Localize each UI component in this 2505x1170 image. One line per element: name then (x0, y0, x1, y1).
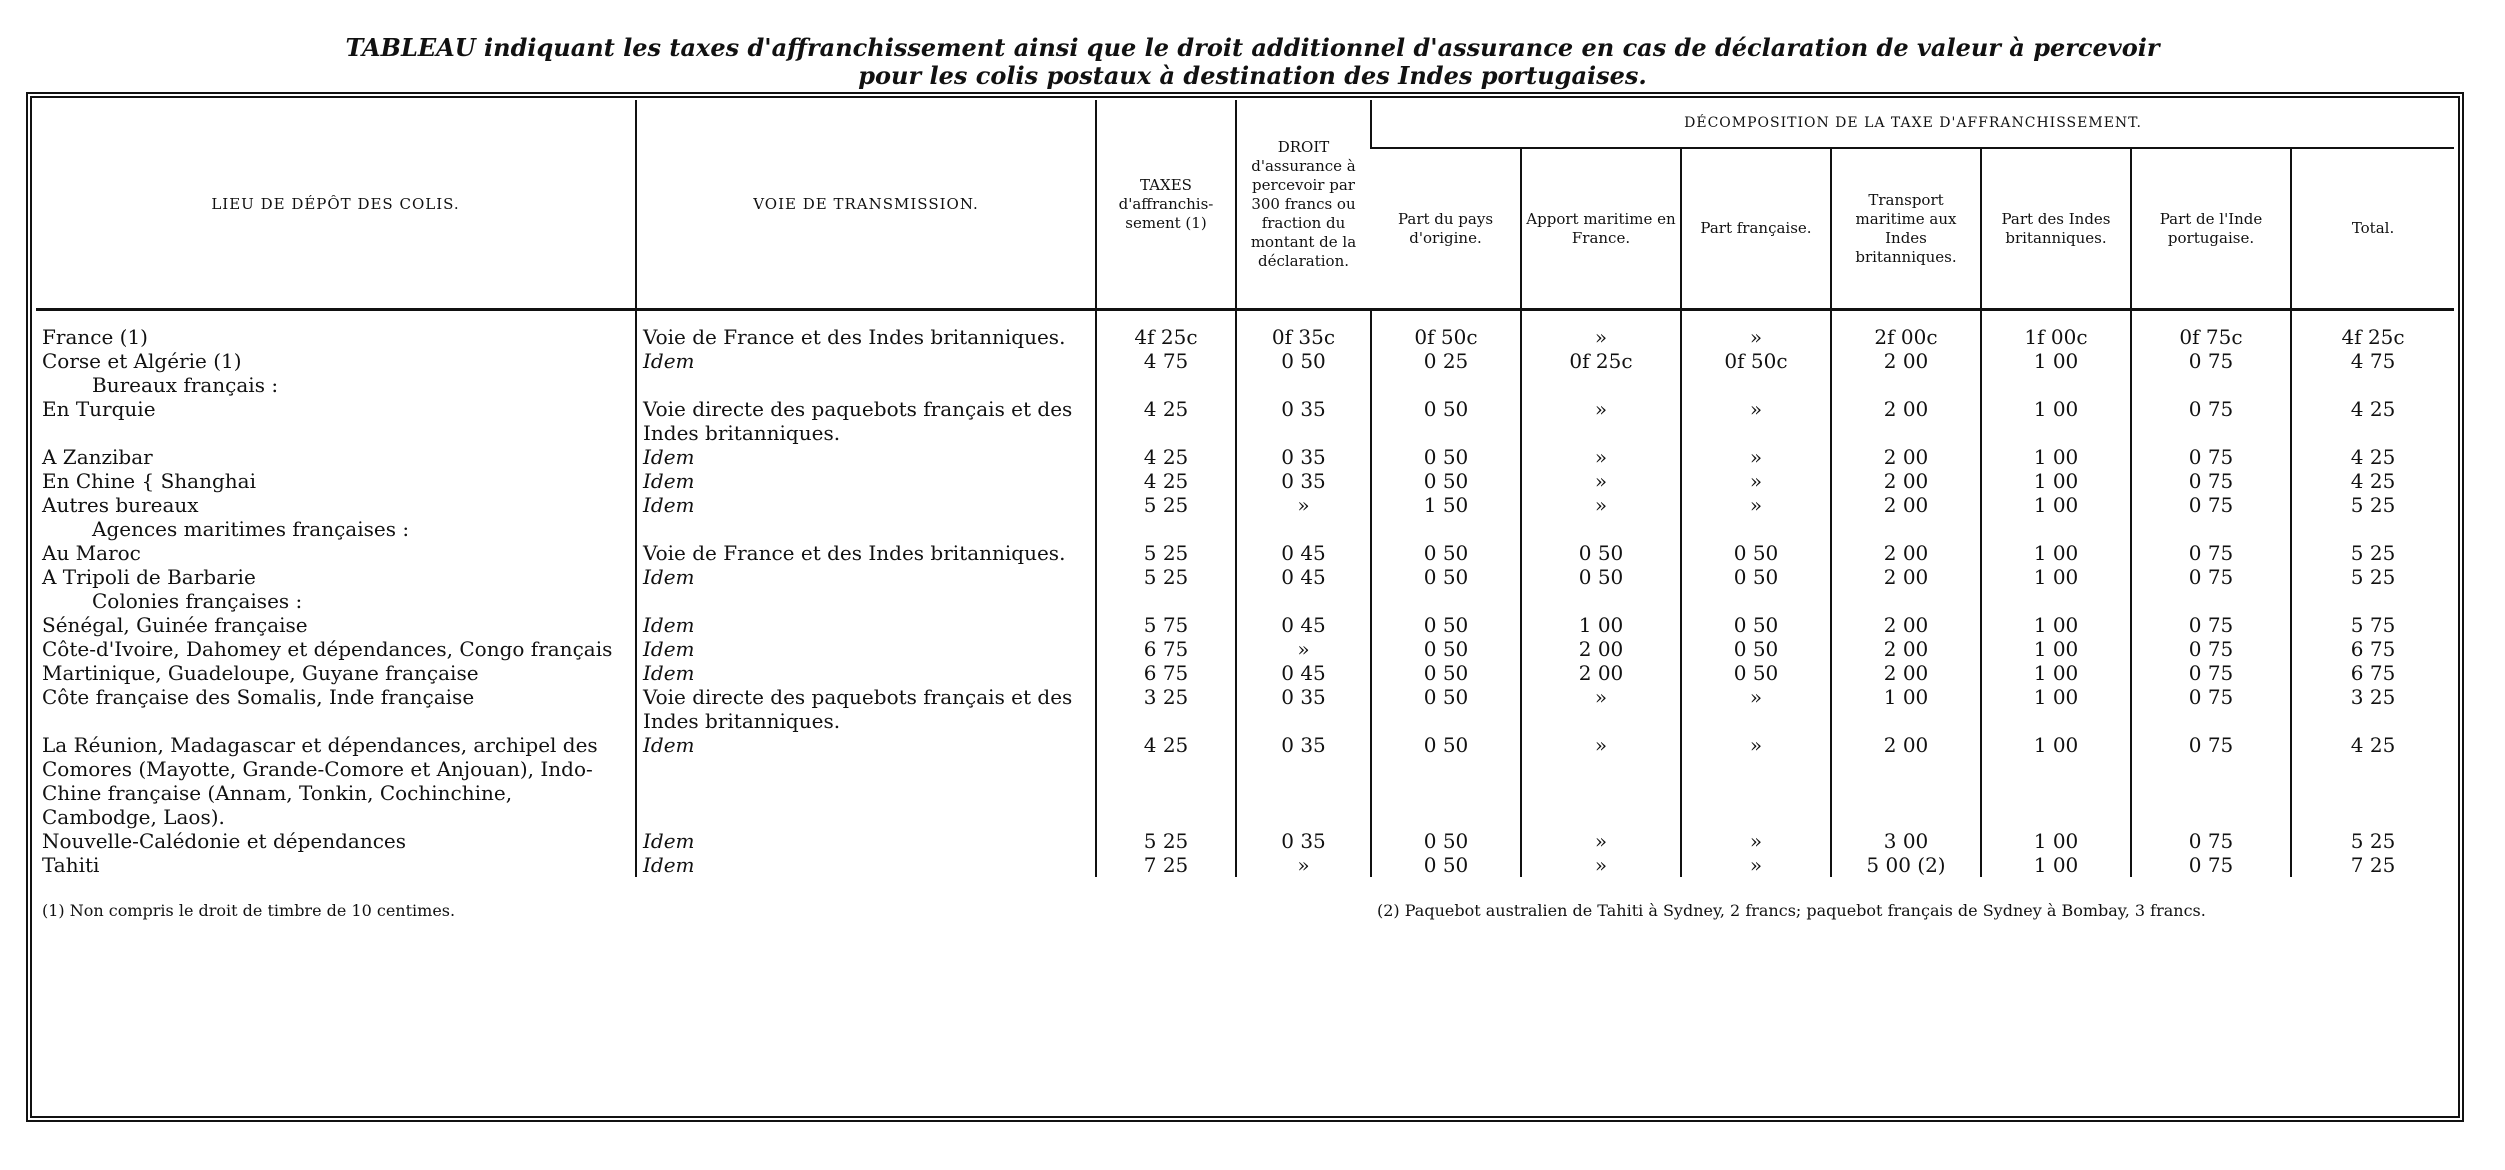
cell-voie: Idem (636, 565, 1096, 589)
cell-taxes: 6 75 (1096, 637, 1236, 661)
cell-pays: 0 50 (1371, 853, 1521, 877)
cell-taxes: 5 25 (1096, 565, 1236, 589)
cell-lieu: France (1) (42, 325, 148, 349)
cell-voie: Idem (636, 733, 1096, 829)
cell-total: 4 25 (2291, 469, 2454, 493)
cell-indes: 1f 00c (1981, 310, 2131, 350)
group-heading: Agences maritimes françaises : (92, 517, 410, 541)
cell-lieu: En Turquie (42, 397, 156, 421)
table-row (36, 613, 2454, 637)
cell-lieu: En Chine { Shanghai (42, 469, 256, 493)
cell-fr: 0 50 (1681, 637, 1831, 661)
tariff-table (36, 100, 2454, 923)
cell-total: 3 25 (2291, 685, 2454, 733)
cell-taxes: 6 75 (1096, 661, 1236, 685)
cell-total: 5 25 (2291, 565, 2454, 589)
cell-fr: » (1681, 469, 1831, 493)
cell-fr: » (1681, 733, 1831, 829)
cell-port: 0 75 (2131, 661, 2291, 685)
empty-cell (1681, 373, 1831, 397)
empty-cell (1236, 373, 1371, 397)
table-row (36, 469, 2454, 493)
header-part-francaise: Part française. (1681, 148, 1831, 309)
empty-cell (2291, 373, 2454, 397)
cell-total: 7 25 (2291, 853, 2454, 877)
cell-droit: 0 45 (1236, 565, 1371, 589)
cell-total: 4 25 (2291, 397, 2454, 445)
table-row (36, 637, 2454, 661)
cell-indes: 1 00 (1981, 685, 2131, 733)
table-row (36, 445, 2454, 469)
group-heading: Bureaux français : (92, 373, 279, 397)
cell-fr: » (1681, 685, 1831, 733)
cell-apport: 1 00 (1521, 613, 1681, 637)
cell-indes: 1 00 (1981, 397, 2131, 445)
cell-transport: 5 00 (2) (1831, 853, 1981, 877)
cell-apport: 0f 25c (1521, 349, 1681, 373)
cell-fr: » (1681, 445, 1831, 469)
cell-total: 5 25 (2291, 829, 2454, 853)
cell-port: 0 75 (2131, 733, 2291, 829)
header-total: Total. (2291, 148, 2454, 309)
cell-pays: 1 50 (1371, 493, 1521, 517)
header-voie: VOIE DE TRANSMISSION. (636, 100, 1096, 310)
empty-cell (1521, 373, 1681, 397)
cell-apport: » (1521, 469, 1681, 493)
cell-transport: 2 00 (1831, 661, 1981, 685)
cell-taxes: 4 25 (1096, 397, 1236, 445)
cell-port: 0 75 (2131, 853, 2291, 877)
table-body (36, 310, 2454, 878)
table-row (36, 661, 2454, 685)
header-decomposition: DÉCOMPOSITION DE LA TAXE D'AFFRANCHISSEMENT. (1371, 100, 2454, 148)
title-line-2: pour les colis postaux à destination des Indes portugaises. (858, 61, 1647, 90)
cell-pays: 0 25 (1371, 349, 1521, 373)
cell-transport: 2 00 (1831, 565, 1981, 589)
empty-cell (2291, 517, 2454, 541)
cell-indes: 1 00 (1981, 853, 2131, 877)
empty-cell (1981, 373, 2131, 397)
cell-transport: 3 00 (1831, 829, 1981, 853)
cell-pays: 0 50 (1371, 397, 1521, 445)
page-title (0, 34, 2505, 90)
cell-pays: 0 50 (1371, 565, 1521, 589)
cell-apport: 0 50 (1521, 565, 1681, 589)
cell-transport: 2f 00c (1831, 310, 1981, 350)
empty-cell (1831, 589, 1981, 613)
cell-voie: Idem (636, 349, 1096, 373)
cell-port: 0 75 (2131, 685, 2291, 733)
empty-cell (2131, 373, 2291, 397)
group-heading: Colonies françaises : (92, 589, 303, 613)
empty-cell (1681, 589, 1831, 613)
cell-pays: 0 50 (1371, 685, 1521, 733)
cell-indes: 1 00 (1981, 493, 2131, 517)
empty-cell (1096, 373, 1236, 397)
cell-taxes: 4f 25c (1096, 310, 1236, 350)
cell-apport: 2 00 (1521, 661, 1681, 685)
header-part-indes: Part des Indes britanniques. (1981, 148, 2131, 309)
cell-transport: 2 00 (1831, 397, 1981, 445)
cell-lieu: Côte française des Somalis, Inde française (42, 685, 475, 709)
table-row (36, 829, 2454, 853)
cell-taxes: 7 25 (1096, 853, 1236, 877)
empty-cell (1831, 517, 1981, 541)
empty-cell (2291, 589, 2454, 613)
cell-fr: 0 50 (1681, 661, 1831, 685)
cell-total: 4 25 (2291, 733, 2454, 829)
cell-voie: Idem (636, 829, 1096, 853)
footnote-1: (1) Non compris le droit de timbre de 10 centimes. (42, 901, 456, 920)
cell-fr: » (1681, 310, 1831, 350)
cell-lieu: Martinique, Guadeloupe, Guyane française (42, 661, 479, 685)
cell-voie: Voie directe des paquebots français et des Indes britanniques. (636, 397, 1096, 445)
cell-indes: 1 00 (1981, 613, 2131, 637)
empty-cell (1681, 517, 1831, 541)
empty-cell (636, 517, 1096, 541)
cell-taxes: 4 25 (1096, 445, 1236, 469)
header-lieu: LIEU DE DÉPÔT DES COLIS. (36, 100, 636, 310)
empty-cell (1831, 373, 1981, 397)
cell-pays: 0 50 (1371, 733, 1521, 829)
cell-port: 0 75 (2131, 397, 2291, 445)
cell-taxes: 5 25 (1096, 541, 1236, 565)
empty-cell (636, 589, 1096, 613)
cell-apport: » (1521, 685, 1681, 733)
cell-transport: 2 00 (1831, 613, 1981, 637)
cell-pays: 0 50 (1371, 469, 1521, 493)
cell-droit: 0 35 (1236, 733, 1371, 829)
cell-lieu: Sénégal, Guinée française (42, 613, 308, 637)
cell-indes: 1 00 (1981, 565, 2131, 589)
empty-cell (1096, 517, 1236, 541)
table-row (36, 733, 2454, 829)
empty-cell (2131, 589, 2291, 613)
cell-port: 0 75 (2131, 493, 2291, 517)
cell-apport: » (1521, 853, 1681, 877)
cell-voie: Idem (636, 445, 1096, 469)
empty-cell (1981, 517, 2131, 541)
cell-droit: 0 45 (1236, 613, 1371, 637)
table-row (36, 541, 2454, 565)
cell-total: 4f 25c (2291, 310, 2454, 350)
empty-cell (1521, 589, 1681, 613)
cell-voie: Voie de France et des Indes britanniques. (636, 541, 1096, 565)
cell-transport: 2 00 (1831, 541, 1981, 565)
cell-indes: 1 00 (1981, 469, 2131, 493)
header-taxes: TAXES d'affranchis-sement (1) (1096, 100, 1236, 310)
cell-fr: » (1681, 397, 1831, 445)
cell-transport: 2 00 (1831, 469, 1981, 493)
cell-port: 0f 75c (2131, 310, 2291, 350)
cell-taxes: 4 25 (1096, 469, 1236, 493)
empty-cell (1371, 589, 1521, 613)
cell-voie: Idem (636, 493, 1096, 517)
cell-fr: » (1681, 493, 1831, 517)
cell-transport: 2 00 (1831, 349, 1981, 373)
cell-pays: 0 50 (1371, 613, 1521, 637)
cell-droit: 0 35 (1236, 469, 1371, 493)
cell-lieu: Autres bureaux (42, 493, 199, 517)
cell-lieu: Corse et Algérie (1) (42, 349, 242, 373)
cell-total: 5 25 (2291, 493, 2454, 517)
cell-transport: 2 00 (1831, 445, 1981, 469)
table-row (36, 565, 2454, 589)
footnote-2: (2) Paquebot australien de Tahiti à Sydney, 2 francs; paquebot français de Sydney à Bombay, 3 francs. (1377, 901, 2206, 920)
cell-indes: 1 00 (1981, 733, 2131, 829)
cell-total: 4 75 (2291, 349, 2454, 373)
cell-total: 6 75 (2291, 637, 2454, 661)
cell-indes: 1 00 (1981, 541, 2131, 565)
cell-total: 5 75 (2291, 613, 2454, 637)
cell-indes: 1 00 (1981, 445, 2131, 469)
header-droit: DROIT d'assurance à percevoir par 300 francs ou fraction du montant de la déclaration. (1236, 100, 1371, 310)
cell-pays: 0 50 (1371, 637, 1521, 661)
cell-droit: » (1236, 853, 1371, 877)
empty-cell (1236, 517, 1371, 541)
table-row (36, 349, 2454, 373)
cell-port: 0 75 (2131, 637, 2291, 661)
cell-total: 6 75 (2291, 661, 2454, 685)
cell-apport: 0 50 (1521, 541, 1681, 565)
cell-voie: Idem (636, 469, 1096, 493)
cell-transport: 2 00 (1831, 493, 1981, 517)
cell-port: 0 75 (2131, 469, 2291, 493)
cell-taxes: 5 25 (1096, 493, 1236, 517)
cell-fr: 0 50 (1681, 613, 1831, 637)
header-part-pays: Part du pays d'origine. (1371, 148, 1521, 309)
cell-transport: 2 00 (1831, 733, 1981, 829)
cell-total: 5 25 (2291, 541, 2454, 565)
cell-taxes: 4 75 (1096, 349, 1236, 373)
cell-lieu: A Tripoli de Barbarie (42, 565, 256, 589)
cell-port: 0 75 (2131, 565, 2291, 589)
title-line-1: TABLEAU indiquant les taxes d'affranchissement ainsi que le droit additionnel d'assurance en cas de déclaration de valeur à percevoir (345, 33, 2160, 62)
cell-voie: Idem (636, 637, 1096, 661)
cell-taxes: 4 25 (1096, 733, 1236, 829)
cell-voie: Idem (636, 613, 1096, 637)
cell-port: 0 75 (2131, 613, 2291, 637)
cell-droit: 0 35 (1236, 685, 1371, 733)
table-row (36, 373, 2454, 397)
cell-pays: 0 50 (1371, 829, 1521, 853)
cell-apport: » (1521, 310, 1681, 350)
cell-lieu: Tahiti (42, 853, 100, 877)
cell-total: 4 25 (2291, 445, 2454, 469)
empty-cell (1521, 517, 1681, 541)
cell-indes: 1 00 (1981, 637, 2131, 661)
cell-droit: 0 45 (1236, 661, 1371, 685)
empty-cell (1371, 517, 1521, 541)
empty-cell (636, 373, 1096, 397)
table-row (36, 685, 2454, 733)
cell-apport: 2 00 (1521, 637, 1681, 661)
header-apport: Apport maritime en France. (1521, 148, 1681, 309)
header-transport: Transport maritime aux Indes britanniques. (1831, 148, 1981, 309)
table-row (36, 517, 2454, 541)
table-row (36, 397, 2454, 445)
cell-fr: 0 50 (1681, 541, 1831, 565)
header-part-inde-portugaise: Part de l'Inde portugaise. (2131, 148, 2291, 309)
cell-lieu: A Zanzibar (42, 445, 153, 469)
cell-voie: Voie de France et des Indes britanniques. (636, 310, 1096, 350)
cell-fr: » (1681, 829, 1831, 853)
cell-droit: 0 35 (1236, 445, 1371, 469)
cell-port: 0 75 (2131, 445, 2291, 469)
empty-cell (1981, 589, 2131, 613)
cell-transport: 2 00 (1831, 637, 1981, 661)
cell-lieu: Côte-d'Ivoire, Dahomey et dépendances, Congo français (42, 637, 613, 661)
cell-transport: 1 00 (1831, 685, 1981, 733)
table-row (36, 853, 2454, 877)
cell-droit: » (1236, 493, 1371, 517)
table-row (36, 310, 2454, 350)
cell-voie: Idem (636, 853, 1096, 877)
empty-cell (1371, 373, 1521, 397)
cell-lieu: Nouvelle-Calédonie et dépendances (42, 829, 407, 853)
cell-droit: 0f 35c (1236, 310, 1371, 350)
cell-apport: » (1521, 397, 1681, 445)
cell-voie: Voie directe des paquebots français et des Indes britanniques. (636, 685, 1096, 733)
cell-fr: » (1681, 853, 1831, 877)
cell-apport: » (1521, 733, 1681, 829)
cell-taxes: 5 75 (1096, 613, 1236, 637)
cell-taxes: 5 25 (1096, 829, 1236, 853)
empty-cell (1096, 589, 1236, 613)
cell-droit: 0 45 (1236, 541, 1371, 565)
table-row (36, 493, 2454, 517)
cell-pays: 0 50 (1371, 541, 1521, 565)
cell-apport: » (1521, 445, 1681, 469)
cell-lieu: La Réunion, Madagascar et dépendances, archipel des Comores (Mayotte, Grande-Comore et Anjouan), Indo-Chine française (Annam, Tonkin, Cochinchine, Cambodge, Laos). (42, 733, 598, 829)
cell-droit: 0 50 (1236, 349, 1371, 373)
cell-indes: 1 00 (1981, 349, 2131, 373)
cell-port: 0 75 (2131, 349, 2291, 373)
cell-droit: » (1236, 637, 1371, 661)
cell-droit: 0 35 (1236, 829, 1371, 853)
cell-indes: 1 00 (1981, 661, 2131, 685)
empty-cell (1236, 589, 1371, 613)
cell-lieu: Au Maroc (42, 541, 141, 565)
cell-taxes: 3 25 (1096, 685, 1236, 733)
table-row (36, 589, 2454, 613)
cell-voie: Idem (636, 661, 1096, 685)
cell-fr: 0f 50c (1681, 349, 1831, 373)
cell-pays: 0 50 (1371, 445, 1521, 469)
cell-pays: 0f 50c (1371, 310, 1521, 350)
cell-apport: » (1521, 493, 1681, 517)
cell-port: 0 75 (2131, 829, 2291, 853)
cell-port: 0 75 (2131, 541, 2291, 565)
cell-pays: 0 50 (1371, 661, 1521, 685)
cell-droit: 0 35 (1236, 397, 1371, 445)
cell-apport: » (1521, 829, 1681, 853)
empty-cell (2131, 517, 2291, 541)
cell-fr: 0 50 (1681, 565, 1831, 589)
cell-indes: 1 00 (1981, 829, 2131, 853)
